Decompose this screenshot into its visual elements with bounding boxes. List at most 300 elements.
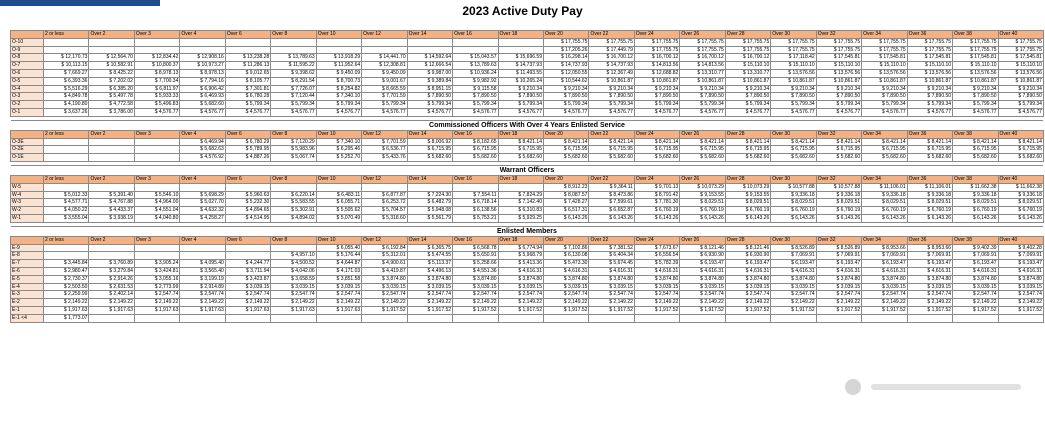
pay-cell: [180, 38, 225, 46]
pay-cell: $ 9,210.34: [543, 85, 588, 93]
pay-cell: $ 5,799.34: [907, 101, 952, 109]
pay-cell: $ 5,302.91: [271, 207, 316, 215]
pay-cell: $ 9,336.18: [862, 191, 907, 199]
pay-table-container: [10, 30, 1043, 323]
pay-cell: $ 4,616.31: [907, 267, 952, 275]
section-title-row: [11, 165, 1044, 175]
pay-cell: $ 7,069.91: [862, 252, 907, 260]
pay-cell: $ 3,874.80: [907, 275, 952, 283]
pay-cell: $ 6,143.26: [862, 214, 907, 222]
pay-cell: $ 5,789.95: [225, 146, 270, 154]
column-header: Over 38: [953, 130, 998, 138]
pay-cell: $ 2,547.74: [634, 291, 679, 299]
pay-cell: [134, 38, 179, 46]
pay-cell: $ 4,894.02: [271, 214, 316, 222]
grade-label: E-6: [11, 267, 44, 275]
pay-cell: $ 6,556.54: [634, 252, 679, 260]
pay-cell: $ 3,039.15: [362, 283, 407, 291]
pay-cell: $ 5,682.60: [498, 154, 543, 162]
pay-cell: $ 14,441.70: [362, 54, 407, 62]
column-header: Over 6: [225, 236, 270, 244]
pay-cell: $ 3,565.40: [180, 267, 225, 275]
pay-cell: $ 8,291.54: [271, 77, 316, 85]
pay-cell: $ 5,473.30: [543, 260, 588, 268]
pay-cell: $ 10,861.87: [998, 77, 1043, 85]
pay-cell: $ 6,780.29: [225, 138, 270, 146]
column-header: Over 26: [680, 130, 725, 138]
pay-cell: $ 9,153.55: [725, 191, 770, 199]
grade-label: O-3E: [11, 138, 44, 146]
column-header: Over 8: [271, 31, 316, 39]
pay-cell: $ 6,760.19: [771, 207, 816, 215]
table-row: [11, 199, 1044, 207]
pay-cell: $ 8,029.51: [771, 199, 816, 207]
column-header: Over 24: [634, 130, 679, 138]
pay-cell: $ 10,861.87: [680, 77, 725, 85]
pay-cell: $ 15,696.59: [498, 54, 543, 62]
pay-cell: $ 6,930.90: [725, 252, 770, 260]
pay-cell: $ 17,755.75: [998, 38, 1043, 46]
pay-cell: $ 6,193.47: [771, 260, 816, 268]
pay-cell: $ 8,473.86: [589, 191, 634, 199]
column-header: Over 40: [998, 175, 1043, 183]
column-header: Over 36: [907, 31, 952, 39]
pay-cell: [134, 244, 179, 252]
pay-cell: [725, 314, 770, 322]
pay-cell: $ 6,811.97: [134, 85, 179, 93]
pay-cell: $ 9,336.18: [816, 191, 861, 199]
pay-cell: $ 3,786.00: [89, 108, 134, 116]
column-header: Over 38: [953, 175, 998, 183]
pay-cell: $ 10,073.29: [680, 183, 725, 191]
pay-cell: [134, 252, 179, 260]
pay-cell: $ 15,043.57: [453, 54, 498, 62]
pay-cell: $ 5,561.79: [407, 214, 452, 222]
pay-cell: $ 3,851.58: [316, 275, 361, 283]
pay-cell: $ 10,577.88: [771, 183, 816, 191]
section-title: Warrant Officers: [11, 165, 1044, 175]
column-header: Over 6: [225, 175, 270, 183]
table-row: [11, 101, 1044, 109]
pay-cell: $ 9,336.18: [907, 191, 952, 199]
pay-cell: $ 17,755.75: [589, 38, 634, 46]
pay-cell: $ 3,874.80: [498, 275, 543, 283]
pay-cell: $ 9,402.39: [953, 244, 998, 252]
pay-cell: $ 10,582.91: [89, 62, 134, 70]
pay-cell: $ 16,700.12: [589, 54, 634, 62]
table-row: [11, 69, 1044, 77]
pay-cell: $ 4,095.40: [180, 260, 225, 268]
pay-cell: $ 11,662.38: [998, 183, 1043, 191]
pay-cell: $ 15,110.10: [816, 62, 861, 70]
pay-cell: $ 4,244.77: [225, 260, 270, 268]
pay-cell: $ 3,658.59: [271, 275, 316, 283]
column-header: Over 28: [725, 31, 770, 39]
pay-cell: $ 5,682.60: [453, 154, 498, 162]
pay-cell: [134, 46, 179, 54]
pay-cell: $ 5,391.40: [89, 191, 134, 199]
column-header: Over 2: [89, 31, 134, 39]
column-header: Over 14: [407, 31, 452, 39]
pay-cell: $ 7,069.91: [998, 252, 1043, 260]
pay-cell: $ 4,551.04: [134, 207, 179, 215]
pay-cell: [225, 314, 270, 322]
pay-cell: $ 1,917.52: [907, 306, 952, 314]
pay-cell: $ 9,398.62: [271, 69, 316, 77]
pay-cell: $ 3,874.80: [407, 275, 452, 283]
column-header: Over 16: [453, 175, 498, 183]
pay-cell: [89, 38, 134, 46]
pay-cell: [225, 244, 270, 252]
pay-cell: $ 1,917.52: [543, 306, 588, 314]
pay-cell: $ 5,682.60: [407, 154, 452, 162]
pay-cell: $ 7,069.91: [816, 252, 861, 260]
pay-cell: $ 6,130.08: [543, 252, 588, 260]
pay-cell: $ 2,547.74: [907, 291, 952, 299]
pay-cell: $ 12,688.82: [634, 69, 679, 77]
pay-cell: $ 2,547.74: [680, 291, 725, 299]
pay-cell: [44, 252, 89, 260]
pay-cell: $ 5,799.34: [680, 101, 725, 109]
pay-cell: $ 4,576.77: [771, 108, 816, 116]
pay-cell: $ 6,193.47: [680, 260, 725, 268]
pay-cell: $ 14,737.93: [498, 62, 543, 70]
pay-cell: $ 5,682.63: [180, 146, 225, 154]
pay-cell: $ 1,917.52: [407, 306, 452, 314]
pay-cell: $ 5,929.25: [498, 214, 543, 222]
pay-cell: $ 6,760.19: [907, 207, 952, 215]
pay-cell: $ 6,715.95: [453, 146, 498, 154]
column-header: Over 20: [543, 236, 588, 244]
pay-cell: $ 5,474.55: [407, 252, 452, 260]
pay-cell: $ 5,799.34: [407, 101, 452, 109]
pay-cell: $ 6,715.95: [771, 146, 816, 154]
pay-cell: $ 10,861.87: [816, 77, 861, 85]
column-header: Over 4: [180, 175, 225, 183]
pay-cell: $ 4,957.10: [271, 252, 316, 260]
column-header: Over 18: [498, 31, 543, 39]
pay-cell: $ 7,890.50: [771, 93, 816, 101]
table-row: [11, 77, 1044, 85]
pay-cell: $ 3,874.80: [862, 275, 907, 283]
pay-cell: [316, 38, 361, 46]
pay-cell: $ 4,576.77: [862, 108, 907, 116]
pay-cell: $ 10,073.29: [725, 183, 770, 191]
pay-cell: $ 4,616.31: [998, 267, 1043, 275]
pay-cell: $ 17,755.75: [998, 46, 1043, 54]
pay-cell: $ 10,861.87: [907, 77, 952, 85]
pay-cell: $ 11,662.38: [953, 183, 998, 191]
pay-cell: $ 6,715.95: [543, 146, 588, 154]
table-row: [11, 244, 1044, 252]
column-header: Over 16: [453, 31, 498, 39]
section-title-row: [11, 120, 1044, 130]
pay-cell: $ 1,917.52: [816, 306, 861, 314]
pay-cell: $ 14,813.56: [634, 62, 679, 70]
pay-cell: $ 5,960.63: [225, 191, 270, 199]
pay-cell: $ 7,890.50: [998, 93, 1043, 101]
pay-cell: $ 1,917.52: [634, 306, 679, 314]
column-header: 2 or less: [44, 31, 89, 39]
grade-label: O-4: [11, 85, 44, 93]
pay-cell: $ 2,149.22: [44, 299, 89, 307]
pay-cell: $ 4,900.61: [362, 260, 407, 268]
pay-cell: $ 6,143.26: [771, 214, 816, 222]
grade-label: O-5: [11, 77, 44, 85]
pay-cell: $ 1,917.63: [89, 306, 134, 314]
column-header: Over 28: [725, 236, 770, 244]
pay-cell: $ 14,737.93: [543, 62, 588, 70]
pay-cell: $ 12,564.70: [89, 54, 134, 62]
pay-cell: $ 5,258.66: [453, 260, 498, 268]
pay-cell: $ 8,105.77: [225, 77, 270, 85]
pay-cell: $ 9,982.92: [453, 77, 498, 85]
pay-cell: $ 5,948.08: [407, 207, 452, 215]
table-row: [11, 306, 1044, 314]
pay-cell: [89, 314, 134, 322]
pay-cell: $ 15,110.10: [725, 62, 770, 70]
column-header: Over 34: [862, 175, 907, 183]
pay-cell: $ 6,760.19: [953, 207, 998, 215]
pay-cell: $ 4,772.58: [89, 101, 134, 109]
pay-cell: $ 17,755.75: [816, 46, 861, 54]
pay-cell: $ 10,544.62: [543, 77, 588, 85]
pay-cell: $ 4,616.31: [816, 267, 861, 275]
column-header: Over 22: [589, 175, 634, 183]
column-header: Over 38: [953, 31, 998, 39]
table-row: [11, 267, 1044, 275]
column-header: Over 16: [453, 236, 498, 244]
pay-cell: $ 3,424.81: [134, 267, 179, 275]
pay-cell: $ 7,340.10: [316, 138, 361, 146]
pay-cell: $ 8,953.66: [862, 244, 907, 252]
pay-cell: $ 5,799.34: [816, 101, 861, 109]
pay-cell: $ 7,700.34: [134, 77, 179, 85]
column-header: Over 40: [998, 31, 1043, 39]
header-corner-cell: [11, 130, 44, 138]
pay-cell: $ 3,039.15: [816, 283, 861, 291]
table-row: [11, 283, 1044, 291]
column-header: Over 10: [316, 130, 361, 138]
pay-cell: $ 3,039.15: [907, 283, 952, 291]
grade-label: E-9: [11, 244, 44, 252]
pay-cell: $ 17,755.75: [725, 46, 770, 54]
pay-cell: $ 7,069.91: [907, 252, 952, 260]
pay-cell: [89, 244, 134, 252]
pay-cell: $ 5,113.37: [407, 260, 452, 268]
pay-cell: $ 5,799.34: [543, 101, 588, 109]
pay-cell: $ 11,952.64: [316, 62, 361, 70]
pay-cell: $ 13,576.56: [862, 69, 907, 77]
pay-cell: $ 13,789.63: [271, 54, 316, 62]
grade-label: O-9: [11, 46, 44, 54]
pay-cell: $ 6,365.75: [407, 244, 452, 252]
pay-cell: $ 3,874.80: [816, 275, 861, 283]
column-header: 2 or less: [44, 236, 89, 244]
pay-cell: $ 2,402.14: [89, 291, 134, 299]
pay-cell: $ 2,503.50: [44, 283, 89, 291]
pay-cell: $ 5,799.34: [862, 101, 907, 109]
pay-cell: $ 7,102.86: [543, 244, 588, 252]
pay-cell: $ 4,514.95: [225, 214, 270, 222]
pay-cell: $ 4,433.37: [89, 207, 134, 215]
pay-cell: $ 6,652.87: [589, 207, 634, 215]
grade-label: W-1: [11, 214, 44, 222]
pay-cell: $ 8,029.51: [953, 199, 998, 207]
table-row: [11, 207, 1044, 215]
pay-cell: $ 5,546.10: [134, 191, 179, 199]
pay-cell: $ 12,908.16: [180, 54, 225, 62]
pay-cell: $ 4,577.71: [44, 199, 89, 207]
column-header: Over 12: [362, 236, 407, 244]
pay-cell: $ 2,547.74: [316, 291, 361, 299]
pay-cell: [89, 146, 134, 154]
pay-cell: $ 2,547.74: [271, 291, 316, 299]
pay-cell: $ 2,149.22: [134, 299, 179, 307]
pay-cell: $ 16,700.12: [725, 54, 770, 62]
pay-cell: [816, 314, 861, 322]
pay-cell: $ 7,890.50: [407, 93, 452, 101]
pay-cell: [453, 314, 498, 322]
pay-cell: $ 2,149.22: [543, 299, 588, 307]
pay-cell: $ 8,953.66: [907, 244, 952, 252]
pay-cell: $ 8,700.73: [316, 77, 361, 85]
column-header: Over 24: [634, 31, 679, 39]
pay-cell: $ 17,755.75: [953, 46, 998, 54]
pay-cell: $ 4,616.31: [634, 267, 679, 275]
pay-cell: $ 1,917.63: [271, 306, 316, 314]
column-header: Over 20: [543, 31, 588, 39]
column-header: Over 28: [725, 130, 770, 138]
pay-cell: $ 4,050.22: [44, 207, 89, 215]
pay-cell: $ 10,577.88: [816, 183, 861, 191]
pay-cell: $ 8,421.14: [816, 138, 861, 146]
pay-cell: $ 2,149.22: [316, 299, 361, 307]
pay-cell: $ 11,286.13: [225, 62, 270, 70]
pay-cell: $ 5,682.60: [680, 154, 725, 162]
pay-cell: $ 8,254.82: [316, 85, 361, 93]
grade-label: O-2E: [11, 146, 44, 154]
pay-cell: $ 4,576.77: [316, 108, 361, 116]
pay-cell: $ 4,042.06: [271, 267, 316, 275]
pay-cell: $ 11,106.01: [907, 183, 952, 191]
pay-cell: $ 5,070.49: [316, 214, 361, 222]
pay-cell: $ 1,917.52: [725, 306, 770, 314]
grade-label: E-2: [11, 299, 44, 307]
pay-cell: $ 8,029.51: [680, 199, 725, 207]
pay-cell: $ 6,715.95: [907, 146, 952, 154]
pay-cell: $ 8,425.22: [89, 69, 134, 77]
pay-cell: $ 3,039.15: [498, 283, 543, 291]
pay-cell: $ 4,576.77: [725, 108, 770, 116]
column-header: Over 12: [362, 31, 407, 39]
table-row: [11, 38, 1044, 46]
column-header-row: [11, 130, 1044, 138]
pay-cell: $ 3,874.80: [634, 275, 679, 283]
pay-cell: $ 4,576.77: [271, 108, 316, 116]
column-header: Over 28: [725, 175, 770, 183]
pay-cell: $ 4,190.80: [44, 101, 89, 109]
pay-cell: [134, 154, 179, 162]
pay-cell: $ 6,482.79: [407, 199, 452, 207]
pay-cell: $ 13,789.63: [453, 62, 498, 70]
column-header: Over 36: [907, 175, 952, 183]
pay-cell: $ 7,890.50: [862, 93, 907, 101]
pay-cell: $ 2,149.22: [362, 299, 407, 307]
column-header: Over 38: [953, 236, 998, 244]
pay-cell: $ 17,755.75: [634, 46, 679, 54]
pay-cell: $ 3,874.80: [953, 275, 998, 283]
pay-cell: $ 2,773.99: [134, 283, 179, 291]
pay-cell: $ 17,755.75: [771, 38, 816, 46]
pay-cell: $ 17,755.75: [862, 38, 907, 46]
pay-cell: $ 3,039.15: [407, 283, 452, 291]
pay-cell: [89, 183, 134, 191]
pay-cell: $ 6,310.83: [498, 207, 543, 215]
pay-cell: $ 5,674.45: [589, 260, 634, 268]
pay-cell: $ 4,576.77: [543, 108, 588, 116]
pay-cell: $ 7,890.50: [498, 93, 543, 101]
pay-cell: $ 8,029.51: [862, 199, 907, 207]
pay-cell: $ 9,210.34: [725, 85, 770, 93]
pay-cell: $ 3,874.80: [771, 275, 816, 283]
pay-cell: $ 5,799.34: [271, 101, 316, 109]
pay-cell: $ 2,149.22: [271, 299, 316, 307]
pay-cell: $ 5,799.34: [362, 101, 407, 109]
column-header: Over 4: [180, 236, 225, 244]
pay-cell: $ 8,121.46: [680, 244, 725, 252]
pay-cell: [180, 252, 225, 260]
pay-cell: $ 5,433.76: [362, 154, 407, 162]
pay-cell: $ 5,799.34: [316, 101, 361, 109]
pay-cell: $ 3,039.15: [680, 283, 725, 291]
pay-cell: $ 2,547.74: [180, 291, 225, 299]
pay-cell: $ 6,760.19: [725, 207, 770, 215]
pay-cell: $ 4,576.77: [134, 108, 179, 116]
column-header: Over 8: [271, 236, 316, 244]
pay-cell: $ 9,450.09: [362, 69, 407, 77]
column-header: Over 3: [134, 130, 179, 138]
pay-cell: $ 17,755.75: [907, 38, 952, 46]
pay-cell: $ 2,149.22: [680, 299, 725, 307]
column-header: Over 2: [89, 236, 134, 244]
column-header: Over 30: [771, 175, 816, 183]
pay-cell: $ 2,149.22: [953, 299, 998, 307]
grade-label: W-5: [11, 183, 44, 191]
pay-cell: $ 6,715.95: [725, 146, 770, 154]
pay-cell: $ 4,616.31: [680, 267, 725, 275]
pay-cell: $ 3,055.16: [134, 275, 179, 283]
column-header: Over 2: [89, 130, 134, 138]
pay-cell: $ 17,205.26: [543, 46, 588, 54]
column-header: Over 30: [771, 31, 816, 39]
pay-cell: $ 10,861.87: [862, 77, 907, 85]
pay-cell: $ 17,755.75: [680, 38, 725, 46]
pay-cell: $ 9,210.34: [680, 85, 725, 93]
pay-cell: $ 5,682.60: [771, 154, 816, 162]
table-row: [11, 154, 1044, 162]
pay-cell: [44, 183, 89, 191]
grade-label: O-8: [11, 54, 44, 62]
pay-cell: $ 7,069.91: [953, 252, 998, 260]
pay-cell: $ 3,039.15: [862, 283, 907, 291]
grade-label: O-1E: [11, 154, 44, 162]
pay-cell: $ 5,753.21: [453, 214, 498, 222]
pay-cell: $ 6,760.19: [680, 207, 725, 215]
pay-cell: $ 5,505.62: [316, 207, 361, 215]
pay-cell: $ 7,701.59: [362, 93, 407, 101]
grade-label: W-3: [11, 199, 44, 207]
